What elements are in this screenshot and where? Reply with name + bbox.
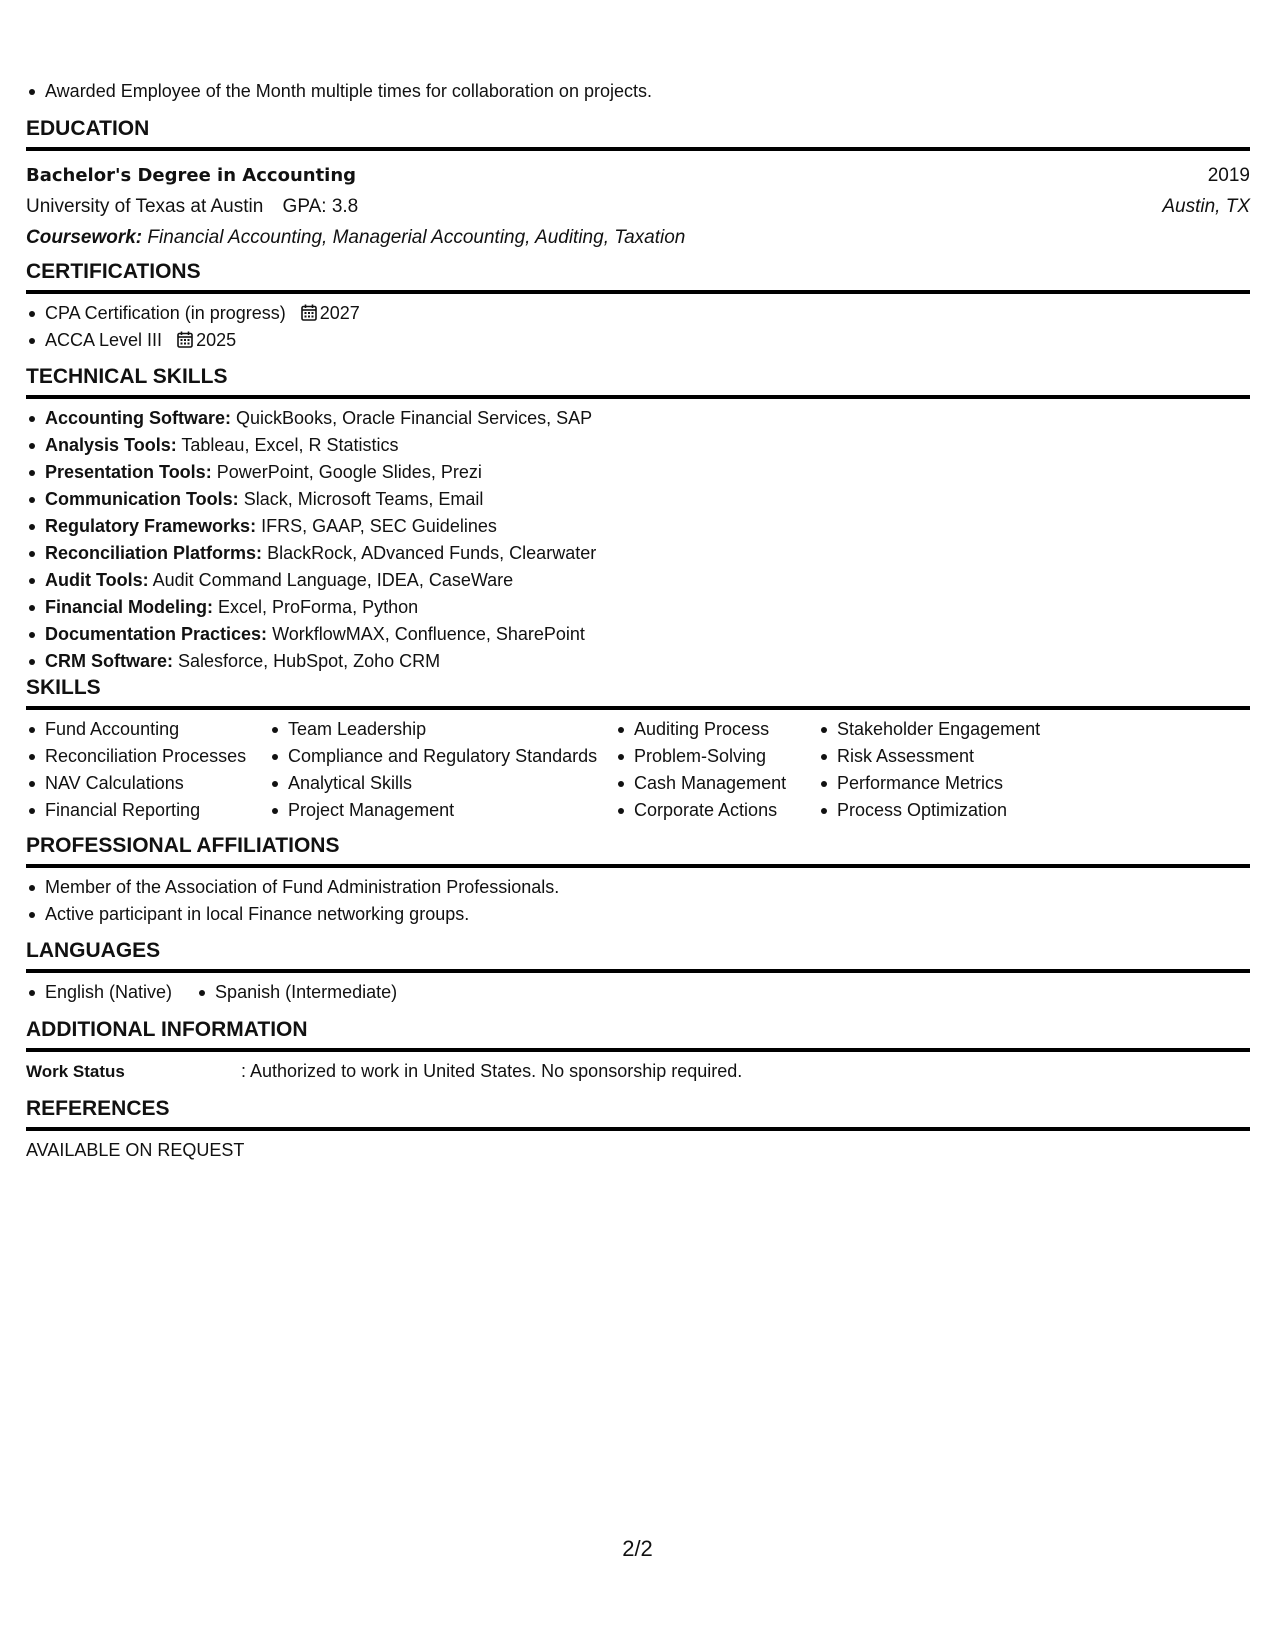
technical-skill-value: Excel, ProForma, Python xyxy=(218,597,419,617)
technical-skill-value: Slack, Microsoft Teams, Email xyxy=(243,489,484,509)
skills-heading: SKILLS xyxy=(26,674,1250,710)
skill-item: Stakeholder Engagement xyxy=(818,716,1118,743)
skill-item: Risk Assessment xyxy=(818,743,1118,770)
affiliations-list xyxy=(26,874,1250,928)
skill-item: Compliance and Regulatory Standards xyxy=(269,743,615,770)
calendar-icon xyxy=(177,331,193,348)
technical-skill-label: CRM Software: xyxy=(45,651,174,671)
experience-continued-list xyxy=(26,78,652,105)
work-status-value: : Authorized to work in United States. No sponsorship required. xyxy=(241,1061,743,1081)
technical-skill-value: BlackRock, ADvanced Funds, Clearwater xyxy=(267,543,597,563)
skill-item: Reconciliation Processes xyxy=(26,743,269,770)
work-status-label: Work Status xyxy=(26,1062,125,1081)
list-item: Awarded Employee of the Month multiple times for collaboration on projects. xyxy=(26,78,652,105)
technical-skill-item xyxy=(26,432,1250,459)
technical-skill-item xyxy=(26,513,1250,540)
technical-skill-label: Analysis Tools: xyxy=(45,435,177,455)
technical-skill-item xyxy=(26,621,1250,648)
technical-skills-heading: TECHNICAL SKILLS xyxy=(26,363,1250,399)
technical-skill-value: IFRS, GAAP, SEC Guidelines xyxy=(261,516,497,536)
language-item: Spanish (Intermediate) xyxy=(196,979,397,1006)
certification-year: 2027 xyxy=(319,303,360,323)
school-name: University of Texas at Austin xyxy=(26,196,264,217)
languages-list xyxy=(26,979,1250,1006)
skill-item: Team Leadership xyxy=(269,716,615,743)
certification-name: CPA Certification (in progress) xyxy=(45,303,286,323)
technical-skill-value: WorkflowMAX, Confluence, SharePoint xyxy=(272,624,585,644)
technical-skill-label: Audit Tools: xyxy=(45,570,149,590)
education-entry xyxy=(26,160,1250,253)
gpa: GPA: 3.8 xyxy=(282,196,359,217)
technical-skill-item xyxy=(26,486,1250,513)
languages-heading: LANGUAGES xyxy=(26,937,1250,973)
technical-skill-value: PowerPoint, Google Slides, Prezi xyxy=(216,462,482,482)
technical-skill-value: QuickBooks, Oracle Financial Services, SAP xyxy=(236,408,593,428)
technical-skill-item xyxy=(26,459,1250,486)
page-number: 2/2 xyxy=(622,1536,653,1561)
calendar-icon xyxy=(301,304,317,321)
skills-grid xyxy=(26,716,1250,824)
certification-item xyxy=(26,327,1250,354)
skill-item: Problem-Solving xyxy=(615,743,818,770)
skill-item: Cash Management xyxy=(615,770,818,797)
affiliations-heading: PROFESSIONAL AFFILIATIONS xyxy=(26,832,1250,868)
certification-item xyxy=(26,300,1250,327)
certification-name: ACCA Level III xyxy=(45,330,163,350)
coursework-list: Financial Accounting, Managerial Accounting, Auditing, Taxation xyxy=(147,227,686,248)
affiliation-item: Active participant in local Finance networking groups. xyxy=(26,901,1250,928)
certification-year: 2025 xyxy=(196,330,237,350)
technical-skill-label: Financial Modeling: xyxy=(45,597,214,617)
school-location: Austin, TX xyxy=(1162,196,1250,217)
technical-skill-item xyxy=(26,567,1250,594)
skills-column xyxy=(269,716,615,824)
technical-skill-item xyxy=(26,540,1250,567)
affiliation-item: Member of the Association of Fund Administration Professionals. xyxy=(26,874,1250,901)
education-heading: EDUCATION xyxy=(26,115,1250,151)
technical-skill-item xyxy=(26,405,1250,432)
technical-skill-value: Salesforce, HubSpot, Zoho CRM xyxy=(178,651,441,671)
technical-skill-label: Communication Tools: xyxy=(45,489,239,509)
technical-skill-label: Reconciliation Platforms: xyxy=(45,543,263,563)
technical-skill-label: Documentation Practices: xyxy=(45,624,268,644)
technical-skill-label: Presentation Tools: xyxy=(45,462,212,482)
certifications-list xyxy=(26,300,1250,354)
technical-skill-item xyxy=(26,648,1250,675)
references-text: AVAILABLE ON REQUEST xyxy=(26,1140,245,1160)
skills-column xyxy=(26,716,269,824)
coursework-label: Coursework: xyxy=(26,227,143,248)
degree-name: Bachelor's Degree in Accounting xyxy=(26,165,357,186)
work-status-row xyxy=(26,1058,1250,1085)
technical-skill-value: Audit Command Language, IDEA, CaseWare xyxy=(152,570,514,590)
skills-column xyxy=(615,716,818,824)
technical-skill-value: Tableau, Excel, R Statistics xyxy=(181,435,399,455)
graduation-year: 2019 xyxy=(1207,165,1250,186)
skills-column xyxy=(818,716,1118,824)
skill-item: Corporate Actions xyxy=(615,797,818,824)
skill-item: Project Management xyxy=(269,797,615,824)
skill-item: Analytical Skills xyxy=(269,770,615,797)
technical-skill-label: Regulatory Frameworks: xyxy=(45,516,257,536)
technical-skill-label: Accounting Software: xyxy=(45,408,232,428)
skill-item: NAV Calculations xyxy=(26,770,269,797)
additional-info-heading: ADDITIONAL INFORMATION xyxy=(26,1016,1250,1052)
skill-item: Process Optimization xyxy=(818,797,1118,824)
language-item: English (Native) xyxy=(26,979,172,1006)
skill-item: Fund Accounting xyxy=(26,716,269,743)
skill-item: Auditing Process xyxy=(615,716,818,743)
skill-item: Financial Reporting xyxy=(26,797,269,824)
technical-skills-list xyxy=(26,405,1250,675)
certifications-heading: CERTIFICATIONS xyxy=(26,258,1250,294)
skill-item: Performance Metrics xyxy=(818,770,1118,797)
technical-skill-item xyxy=(26,594,1250,621)
references-heading: REFERENCES xyxy=(26,1095,1250,1131)
